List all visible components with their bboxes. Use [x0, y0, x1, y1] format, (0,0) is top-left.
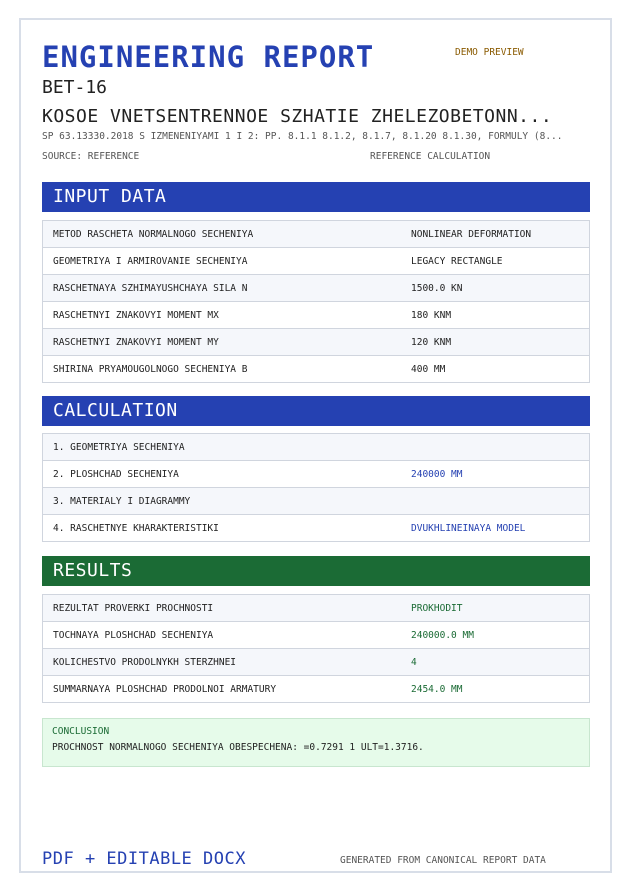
row-value: 400 MM — [411, 363, 446, 375]
table-row — [43, 488, 589, 515]
row-label: KOLICHESTVO PRODOLNYKH STERZHNEI — [53, 656, 237, 668]
conclusion-label: CONCLUSION — [52, 726, 110, 737]
row-value: 120 KNM — [411, 336, 452, 348]
table-row — [43, 622, 589, 649]
table-row — [43, 461, 589, 488]
table-row — [43, 434, 589, 461]
report-code: BET-16 — [42, 77, 108, 98]
report-source: SOURCE: REFERENCE — [42, 151, 140, 162]
row-value: 240000 MM — [411, 468, 463, 480]
row-value: 240000.0 MM — [411, 629, 474, 641]
results-table — [42, 594, 590, 703]
row-value: 2454.0 MM — [411, 683, 463, 695]
row-label: RASCHETNAYA SZHIMAYUSHCHAYA SILA N — [53, 282, 248, 294]
row-value: DVUKHLINEINAYA MODEL — [411, 522, 526, 534]
footer-formats: PDF + EDITABLE DOCX — [42, 849, 246, 869]
row-value: 4 — [411, 656, 417, 668]
report-title: ENGINEERING REPORT — [42, 40, 375, 74]
row-label: GEOMETRIYA I ARMIROVANIE SECHENIYA — [53, 255, 248, 267]
footer-generated: GENERATED FROM CANONICAL REPORT DATA — [340, 855, 546, 866]
row-label: 1. GEOMETRIYA SECHENIYA — [53, 441, 185, 453]
table-row — [43, 275, 589, 302]
report-calc-type: REFERENCE CALCULATION — [370, 151, 491, 162]
row-label: TOCHNAYA PLOSHCHAD SECHENIYA — [53, 629, 214, 641]
input-data-table — [42, 220, 590, 383]
input-data-heading: INPUT DATA — [42, 182, 590, 212]
report-subject: KOSOE VNETSENTRENNOE SZHATIE ZHELEZOBETONN... — [42, 106, 553, 127]
results-heading: RESULTS — [42, 556, 590, 586]
row-label: RASCHETNYI ZNAKOVYI MOMENT MX — [53, 309, 219, 321]
row-label: SUMMARNAYA PLOSHCHAD PRODOLNOI ARMATURY — [53, 683, 277, 695]
conclusion-box — [42, 718, 590, 767]
table-row — [43, 248, 589, 275]
row-value: 180 KNM — [411, 309, 452, 321]
row-label: METOD RASCHETA NORMALNOGO SECHENIYA — [53, 228, 254, 240]
row-label: 4. RASCHETNYE KHARAKTERISTIKI — [53, 522, 219, 534]
row-label: REZULTAT PROVERKI PROCHNOSTI — [53, 602, 214, 614]
row-label: 2. PLOSHCHAD SECHENIYA — [53, 468, 179, 480]
table-row — [43, 356, 589, 383]
demo-badge: DEMO PREVIEW — [455, 47, 524, 58]
report-page — [19, 18, 612, 873]
row-value: LEGACY RECTANGLE — [411, 255, 503, 267]
table-row — [43, 515, 589, 542]
row-value: PROKHODIT — [411, 602, 463, 614]
row-value: NONLINEAR DEFORMATION — [411, 228, 532, 240]
table-row — [43, 221, 589, 248]
calculation-table — [42, 433, 590, 542]
table-row — [43, 302, 589, 329]
row-label: RASCHETNYI ZNAKOVYI MOMENT MY — [53, 336, 219, 348]
table-row — [43, 649, 589, 676]
table-row — [43, 676, 589, 703]
table-row — [43, 595, 589, 622]
conclusion-text: PROCHNOST NORMALNOGO SECHENIYA OBESPECHENA: =0.7291 1 ULT=1.3716. — [52, 742, 424, 753]
report-norms: SP 63.13330.2018 S IZMENENIYAMI 1 I 2: PP. 8.1.1 8.1.2, 8.1.7, 8.1.20 8.1.30, FORMULY (8... — [42, 131, 563, 142]
calculation-heading: CALCULATION — [42, 396, 590, 426]
table-row — [43, 329, 589, 356]
row-value: 1500.0 KN — [411, 282, 463, 294]
row-label: SHIRINA PRYAMOUGOLNOGO SECHENIYA B — [53, 363, 248, 375]
row-label: 3. MATERIALY I DIAGRAMMY — [53, 495, 191, 507]
